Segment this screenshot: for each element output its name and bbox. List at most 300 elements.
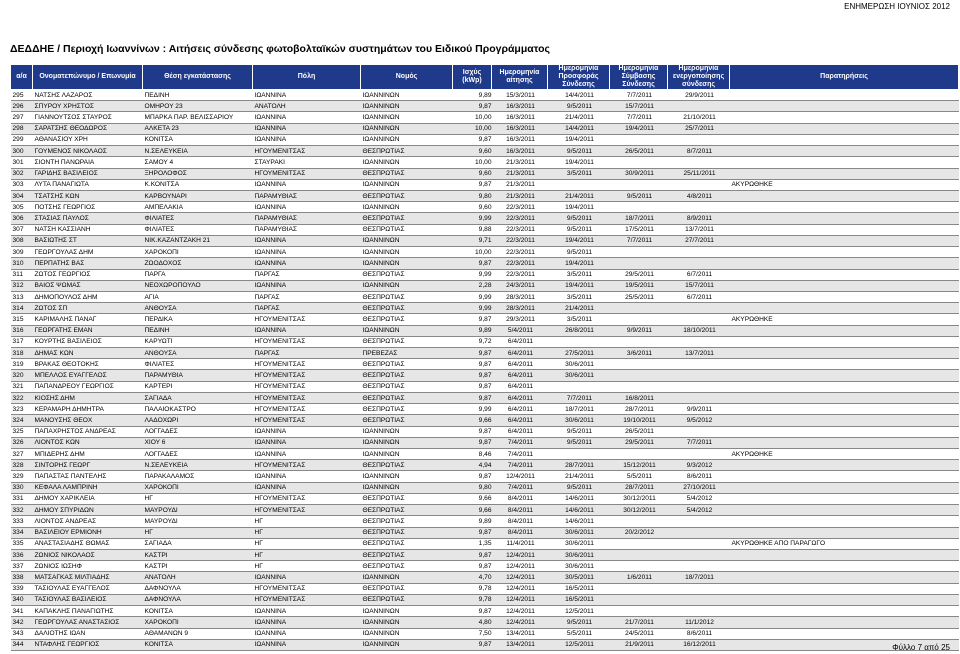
cell-col-location: ΣΑΓΙΑΔΑ <box>143 392 253 403</box>
cell-col-activation-date <box>668 606 730 617</box>
cell-col-city: ΠΑΡΓΑΣ <box>253 269 361 280</box>
cell-col-contract-date <box>610 303 668 314</box>
cell-col-location: ΑΘΑΜΑΝΩΝ 9 <box>143 628 253 639</box>
cell-col-power: 9,71 <box>453 235 492 246</box>
cell-col-aa: 312 <box>11 280 33 291</box>
cell-col-prefecture: ΘΕΣΠΡΩΤΙΑΣ <box>361 314 453 325</box>
cell-col-location: ΠΑΛΑΙΟΚΑΣΤΡΟ <box>143 404 253 415</box>
cell-col-application-date: 22/3/2011 <box>492 247 548 258</box>
cell-col-city: ΗΓΟΥΜΕΝΙΤΣΑΣ <box>253 583 361 594</box>
cell-col-prefecture: ΘΕΣΠΡΩΤΙΑΣ <box>361 415 453 426</box>
cell-col-contract-date <box>610 516 668 527</box>
cell-col-prefecture: ΙΩΑΝΝΙΝΩΝ <box>361 157 453 168</box>
cell-col-name: ΓΕΩΡΓΟΥΛΑΣ ΑΝΑΣΤΑΣΙΟΣ <box>33 617 143 628</box>
cell-col-prefecture: ΘΕΣΠΡΩΤΙΑΣ <box>361 303 453 314</box>
cell-col-contract-date <box>610 549 668 560</box>
cell-col-application-date: 12/4/2011 <box>492 572 548 583</box>
cell-col-offer-date: 27/5/2011 <box>548 348 610 359</box>
cell-col-location: ΚΟΝΙΤΣΑ <box>143 134 253 145</box>
cell-col-power: 9,87 <box>453 527 492 538</box>
cell-col-power: 9,87 <box>453 370 492 381</box>
cell-col-activation-date <box>668 549 730 560</box>
cell-col-prefecture: ΙΩΑΝΝΙΝΩΝ <box>361 449 453 460</box>
cell-col-remarks <box>730 617 959 628</box>
cell-col-name: ΔΗΜΑΣ ΚΩΝ <box>33 348 143 359</box>
cell-col-remarks <box>730 370 959 381</box>
cell-col-prefecture: ΘΕΣΠΡΩΤΙΑΣ <box>361 291 453 302</box>
table-row <box>11 404 959 415</box>
cell-col-offer-date <box>548 449 610 460</box>
cell-col-application-date: 13/4/2011 <box>492 628 548 639</box>
cell-col-power: 7,50 <box>453 628 492 639</box>
cell-col-prefecture: ΘΕΣΠΡΩΤΙΑΣ <box>361 224 453 235</box>
cell-col-application-date: 6/4/2011 <box>492 370 548 381</box>
cell-col-city: ΙΩΑΝΝΙΝΑ <box>253 112 361 123</box>
cell-col-application-date: 6/4/2011 <box>492 404 548 415</box>
cell-col-aa: 316 <box>11 325 33 336</box>
cell-col-city: ΙΩΑΝΝΙΝΑ <box>253 617 361 628</box>
table-row <box>11 561 959 572</box>
cell-col-location: ΧΑΡΟΚΟΠΙ <box>143 617 253 628</box>
cell-col-prefecture: ΙΩΑΝΝΙΝΩΝ <box>361 112 453 123</box>
cell-col-name: ΠΑΠΑΧΡΗΣΤΟΣ ΑΝΔΡΕΑΣ <box>33 426 143 437</box>
cell-col-application-date: 16/3/2011 <box>492 123 548 134</box>
table-row <box>11 336 959 347</box>
cell-col-power: 9,66 <box>453 493 492 504</box>
cell-col-aa: 308 <box>11 235 33 246</box>
cell-col-application-date: 6/4/2011 <box>492 392 548 403</box>
cell-col-power: 10,00 <box>453 112 492 123</box>
table-row <box>11 471 959 482</box>
cell-col-offer-date: 9/5/2011 <box>548 101 610 112</box>
cell-col-name: ΓΑΡΙΔΗΣ ΒΑΣΙΛΕΙΟΣ <box>33 168 143 179</box>
cell-col-application-date: 15/3/2011 <box>492 90 548 101</box>
cell-col-activation-date: 27/10/2011 <box>668 482 730 493</box>
cell-col-offer-date: 21/4/2011 <box>548 303 610 314</box>
cell-col-prefecture: ΙΩΑΝΝΙΝΩΝ <box>361 258 453 269</box>
cell-col-power: 9,99 <box>453 303 492 314</box>
cell-col-power: 9,88 <box>453 224 492 235</box>
cell-col-application-date: 22/3/2011 <box>492 224 548 235</box>
cell-col-aa: 305 <box>11 202 33 213</box>
cell-col-application-date: 7/4/2011 <box>492 449 548 460</box>
cell-col-name: ΖΩΤΟΣ ΣΠ <box>33 303 143 314</box>
cell-col-city: ΗΓΟΥΜΕΝΙΤΣΑΣ <box>253 168 361 179</box>
cell-col-power: 4,80 <box>453 617 492 628</box>
cell-col-remarks <box>730 235 959 246</box>
cell-col-power: 9,72 <box>453 336 492 347</box>
table-row <box>11 415 959 426</box>
cell-col-power: 9,87 <box>453 314 492 325</box>
table-row <box>11 146 959 157</box>
cell-col-power: 9,66 <box>453 415 492 426</box>
cell-col-name: ΣΤΑΣΙΑΣ ΠΑΥΛΟΣ <box>33 213 143 224</box>
cell-col-contract-date <box>610 157 668 168</box>
cell-col-aa: 296 <box>11 101 33 112</box>
cell-col-application-date: 22/3/2011 <box>492 213 548 224</box>
cell-col-activation-date: 4/8/2011 <box>668 190 730 201</box>
cell-col-contract-date <box>610 359 668 370</box>
cell-col-location: ΚΟΝΙΤΣΑ <box>143 606 253 617</box>
table-header <box>11 65 959 90</box>
cell-col-contract-date: 5/5/2011 <box>610 471 668 482</box>
cell-col-application-date: 24/3/2011 <box>492 280 548 291</box>
cell-col-power: 10,00 <box>453 157 492 168</box>
cell-col-prefecture: ΙΩΑΝΝΙΝΩΝ <box>361 426 453 437</box>
cell-col-location: ΦΙΛΙΑΤΕΣ <box>143 359 253 370</box>
update-note: ΕΝΗΜΕΡΩΣΗ ΙΟΥΝΙΟΣ 2012 <box>844 2 950 11</box>
cell-col-remarks <box>730 325 959 336</box>
cell-col-name: ΣΙΟΝΤΗ ΠΑΝΩΡΑΙΑ <box>33 157 143 168</box>
cell-col-location: ΚΑΡΒΟΥΝΑΡΙ <box>143 190 253 201</box>
cell-col-activation-date: 13/7/2011 <box>668 348 730 359</box>
cell-col-name: ΝΑΤΣΗ ΚΑΣΣΙΑΝΗ <box>33 224 143 235</box>
table-row <box>11 303 959 314</box>
cell-col-remarks <box>730 291 959 302</box>
cell-col-contract-date: 29/5/2011 <box>610 269 668 280</box>
cell-col-activation-date: 9/5/2012 <box>668 415 730 426</box>
cell-col-aa: 335 <box>11 538 33 549</box>
cell-col-name: ΣΠΥΡΟΥ ΧΡΗΣΤΟΣ <box>33 101 143 112</box>
cell-col-offer-date: 16/5/2011 <box>548 594 610 605</box>
cell-col-name: ΜΑΝΟΥΣΗΣ ΘΕΟΧ <box>33 415 143 426</box>
cell-col-city: ΗΓΟΥΜΕΝΙΤΣΑΣ <box>253 505 361 516</box>
cell-col-application-date: 7/4/2011 <box>492 460 548 471</box>
cell-col-location: ΚΑΣΤΡΙ <box>143 561 253 572</box>
cell-col-remarks <box>730 303 959 314</box>
cell-col-location: ΑΜΠΕΛΑΚΙΑ <box>143 202 253 213</box>
cell-col-contract-date <box>610 449 668 460</box>
cell-col-aa: 341 <box>11 606 33 617</box>
cell-col-application-date: 22/3/2011 <box>492 269 548 280</box>
cell-col-offer-date: 9/5/2011 <box>548 617 610 628</box>
cell-col-name: ΖΩΤΟΣ ΓΕΩΡΓΙΟΣ <box>33 269 143 280</box>
cell-col-location: ΠΑΡΑΚΑΛΑΜΟΣ <box>143 471 253 482</box>
cell-col-application-date: 13/4/2011 <box>492 639 548 650</box>
cell-col-location: ΖΩΟΔΟΧΟΣ <box>143 258 253 269</box>
cell-col-remarks <box>730 146 959 157</box>
cell-col-aa: 315 <box>11 314 33 325</box>
cell-col-activation-date: 25/7/2011 <box>668 123 730 134</box>
cell-col-location: ΑΝΑΤΟΛΗ <box>143 572 253 583</box>
cell-col-offer-date: 16/5/2011 <box>548 583 610 594</box>
cell-col-activation-date: 5/4/2012 <box>668 505 730 516</box>
cell-col-name: ΚΕΦΑΛΑ ΛΑΜΠΡΙΝΗ <box>33 482 143 493</box>
cell-col-contract-date: 30/12/2011 <box>610 505 668 516</box>
cell-col-activation-date <box>668 359 730 370</box>
cell-col-contract-date: 1/6/2011 <box>610 572 668 583</box>
cell-col-activation-date <box>668 247 730 258</box>
cell-col-aa: 343 <box>11 628 33 639</box>
cell-col-activation-date <box>668 101 730 112</box>
cell-col-city: ΗΓΟΥΜΕΝΙΤΣΑΣ <box>253 370 361 381</box>
cell-col-contract-date <box>610 583 668 594</box>
cell-col-remarks: ΑΚΥΡΩΘΗΚΕ ΑΠΟ ΠΑΡΑΓΩΓΟ <box>730 538 959 549</box>
cell-col-prefecture: ΘΕΣΠΡΩΤΙΑΣ <box>361 146 453 157</box>
cell-col-application-date: 6/4/2011 <box>492 381 548 392</box>
cell-col-prefecture: ΙΩΑΝΝΙΝΩΝ <box>361 606 453 617</box>
cell-col-power: 9,89 <box>453 90 492 101</box>
cell-col-remarks <box>730 471 959 482</box>
cell-col-activation-date <box>668 594 730 605</box>
cell-col-offer-date: 30/6/2011 <box>548 527 610 538</box>
cell-col-contract-date: 30/12/2011 <box>610 493 668 504</box>
cell-col-aa: 325 <box>11 426 33 437</box>
cell-col-prefecture: ΘΕΣΠΡΩΤΙΑΣ <box>361 370 453 381</box>
cell-col-location: ΣΑΜΟΥ 4 <box>143 157 253 168</box>
table-row <box>11 235 959 246</box>
cell-col-contract-date: 19/5/2011 <box>610 280 668 291</box>
cell-col-location: ΚΑΡΥΩΤΙ <box>143 336 253 347</box>
cell-col-activation-date: 29/9/2011 <box>668 90 730 101</box>
cell-col-activation-date <box>668 370 730 381</box>
table-row <box>11 213 959 224</box>
cell-col-aa: 310 <box>11 258 33 269</box>
cell-col-name: ΓΕΩΡΓΑΤΗΣ ΕΜΑΝ <box>33 325 143 336</box>
cell-col-prefecture: ΙΩΑΝΝΙΝΩΝ <box>361 572 453 583</box>
cell-col-aa: 337 <box>11 561 33 572</box>
cell-col-power: 9,87 <box>453 359 492 370</box>
cell-col-location: ΛΟΓΓΑΔΕΣ <box>143 449 253 460</box>
table-row <box>11 258 959 269</box>
cell-col-power: 9,66 <box>453 505 492 516</box>
cell-col-prefecture: ΙΩΑΝΝΙΝΩΝ <box>361 471 453 482</box>
header-col-contract-date: Ημερομηνία Σύμβασης Σύνδεσης <box>610 65 668 90</box>
cell-col-city: ΑΝΑΤΟΛΗ <box>253 101 361 112</box>
cell-col-remarks <box>730 123 959 134</box>
cell-col-name: ΛΙΟΝΤΟΣ ΚΩΝ <box>33 437 143 448</box>
cell-col-remarks <box>730 628 959 639</box>
cell-col-activation-date: 25/11/2011 <box>668 168 730 179</box>
table-row <box>11 112 959 123</box>
cell-col-power: 9,80 <box>453 482 492 493</box>
cell-col-remarks <box>730 572 959 583</box>
cell-col-city: ΙΩΑΝΝΙΝΑ <box>253 572 361 583</box>
table-row <box>11 134 959 145</box>
cell-col-power: 2,28 <box>453 280 492 291</box>
cell-col-aa: 322 <box>11 392 33 403</box>
cell-col-application-date: 16/3/2011 <box>492 112 548 123</box>
cell-col-aa: 342 <box>11 617 33 628</box>
cell-col-city: ΠΑΡΓΑΣ <box>253 348 361 359</box>
table-row <box>11 594 959 605</box>
table-row <box>11 202 959 213</box>
cell-col-name: ΜΠΙΔΕΡΗΣ ΔΗΜ <box>33 449 143 460</box>
cell-col-application-date: 28/3/2011 <box>492 303 548 314</box>
cell-col-city: ΗΓ <box>253 538 361 549</box>
cell-col-aa: 324 <box>11 415 33 426</box>
cell-col-offer-date: 19/4/2011 <box>548 202 610 213</box>
cell-col-power: 9,80 <box>453 190 492 201</box>
cell-col-activation-date <box>668 561 730 572</box>
cell-col-contract-date: 21/7/2011 <box>610 617 668 628</box>
cell-col-activation-date: 8/9/2011 <box>668 213 730 224</box>
table-row <box>11 538 959 549</box>
cell-col-power: 9,87 <box>453 101 492 112</box>
cell-col-city: ΠΑΡΓΑΣ <box>253 291 361 302</box>
cell-col-city: ΗΓΟΥΜΕΝΙΤΣΑΣ <box>253 381 361 392</box>
cell-col-aa: 319 <box>11 359 33 370</box>
cell-col-offer-date <box>548 179 610 190</box>
cell-col-contract-date: 7/7/2011 <box>610 235 668 246</box>
cell-col-contract-date <box>610 314 668 325</box>
cell-col-activation-date <box>668 527 730 538</box>
cell-col-location: ΠΕΔΙΝΗ <box>143 325 253 336</box>
cell-col-location: ΧΙΟΥ 6 <box>143 437 253 448</box>
cell-col-offer-date: 3/5/2011 <box>548 314 610 325</box>
cell-col-application-date: 6/4/2011 <box>492 359 548 370</box>
cell-col-application-date: 22/3/2011 <box>492 258 548 269</box>
header-col-city: Πόλη <box>253 65 361 90</box>
table-row <box>11 291 959 302</box>
cell-col-aa: 299 <box>11 134 33 145</box>
cell-col-prefecture: ΘΕΣΠΡΩΤΙΑΣ <box>361 336 453 347</box>
cell-col-activation-date: 15/7/2011 <box>668 280 730 291</box>
table-row <box>11 493 959 504</box>
table-row <box>11 123 959 134</box>
cell-col-prefecture: ΙΩΑΝΝΙΝΩΝ <box>361 202 453 213</box>
cell-col-power: 9,87 <box>453 437 492 448</box>
table-row <box>11 437 959 448</box>
cell-col-power: 9,87 <box>453 471 492 482</box>
cell-col-contract-date: 9/9/2011 <box>610 325 668 336</box>
cell-col-city: ΙΩΑΝΝΙΝΑ <box>253 449 361 460</box>
cell-col-aa: 326 <box>11 437 33 448</box>
cell-col-contract-date <box>610 247 668 258</box>
cell-col-city: ΗΓ <box>253 516 361 527</box>
table-row <box>11 359 959 370</box>
cell-col-prefecture: ΙΩΑΝΝΙΝΩΝ <box>361 628 453 639</box>
cell-col-offer-date: 7/7/2011 <box>548 392 610 403</box>
cell-col-contract-date: 28/7/2011 <box>610 482 668 493</box>
table-row <box>11 549 959 560</box>
cell-col-offer-date: 21/4/2011 <box>548 112 610 123</box>
cell-col-city: ΗΓ <box>253 561 361 572</box>
cell-col-remarks <box>730 561 959 572</box>
cell-col-remarks <box>730 437 959 448</box>
table-row <box>11 628 959 639</box>
cell-col-activation-date <box>668 583 730 594</box>
cell-col-aa: 311 <box>11 269 33 280</box>
header-col-aa: α/α <box>11 65 33 90</box>
cell-col-application-date: 6/4/2011 <box>492 348 548 359</box>
cell-col-name: ΠΑΠΑΣΤΑΣ ΠΑΝΤΕΛΗΣ <box>33 471 143 482</box>
cell-col-aa: 338 <box>11 572 33 583</box>
cell-col-prefecture: ΘΕΣΠΡΩΤΙΑΣ <box>361 213 453 224</box>
cell-col-name: ΑΝΑΣΤΑΣΙΑΔΗΣ ΘΩΜΑΣ <box>33 538 143 549</box>
cell-col-remarks <box>730 90 959 101</box>
cell-col-power: 9,60 <box>453 168 492 179</box>
cell-col-application-date: 12/4/2011 <box>492 549 548 560</box>
cell-col-name: ΤΑΣΙΟΥΛΑΣ ΕΥΑΓΓΕΛΟΣ <box>33 583 143 594</box>
cell-col-remarks <box>730 381 959 392</box>
table-row <box>11 247 959 258</box>
cell-col-city: ΙΩΑΝΝΙΝΑ <box>253 639 361 650</box>
cell-col-location: ΛΑΔΟΧΩΡΙ <box>143 415 253 426</box>
cell-col-name: ΒΑΣΙΩΤΗΣ ΣΤ <box>33 235 143 246</box>
cell-col-offer-date: 14/6/2011 <box>548 505 610 516</box>
cell-col-prefecture: ΘΕΣΠΡΩΤΙΑΣ <box>361 505 453 516</box>
cell-col-activation-date: 21/10/2011 <box>668 112 730 123</box>
cell-col-offer-date: 3/5/2011 <box>548 269 610 280</box>
cell-col-application-date: 8/4/2011 <box>492 493 548 504</box>
cell-col-name: ΚΑΡΙΜΑΛΗΣ ΠΑΝΑΓ <box>33 314 143 325</box>
table-row <box>11 572 959 583</box>
cell-col-contract-date: 15/7/2011 <box>610 101 668 112</box>
cell-col-power: 9,60 <box>453 202 492 213</box>
cell-col-prefecture: ΙΩΑΝΝΙΝΩΝ <box>361 134 453 145</box>
cell-col-location: ΑΝΘΟΥΣΑ <box>143 303 253 314</box>
cell-col-contract-date: 25/5/2011 <box>610 291 668 302</box>
cell-col-city: ΠΑΡΑΜΥΘΙΑΣ <box>253 190 361 201</box>
cell-col-power: 10,00 <box>453 247 492 258</box>
cell-col-activation-date <box>668 538 730 549</box>
cell-col-activation-date: 16/12/2011 <box>668 639 730 650</box>
cell-col-aa: 323 <box>11 404 33 415</box>
cell-col-offer-date: 18/7/2011 <box>548 404 610 415</box>
cell-col-power: 9,89 <box>453 325 492 336</box>
cell-col-prefecture: ΘΕΣΠΡΩΤΙΑΣ <box>361 190 453 201</box>
cell-col-activation-date <box>668 516 730 527</box>
cell-col-remarks <box>730 336 959 347</box>
cell-col-remarks <box>730 606 959 617</box>
cell-col-offer-date: 30/6/2011 <box>548 370 610 381</box>
cell-col-city: ΗΓΟΥΜΕΝΙΤΣΑΣ <box>253 146 361 157</box>
cell-col-offer-date: 9/5/2011 <box>548 426 610 437</box>
cell-col-remarks <box>730 415 959 426</box>
cell-col-remarks <box>730 516 959 527</box>
table-row <box>11 179 959 190</box>
cell-col-name: ΔΗΜΟΥ ΧΑΡΙΚΛΕΙΑ <box>33 493 143 504</box>
cell-col-city: ΙΩΑΝΝΙΝΑ <box>253 426 361 437</box>
cell-col-prefecture: ΙΩΑΝΝΙΝΩΝ <box>361 325 453 336</box>
cell-col-name: ΠΟΤΣΗΣ ΓΕΩΡΓΙΟΣ <box>33 202 143 213</box>
cell-col-application-date: 12/4/2011 <box>492 594 548 605</box>
cell-col-aa: 332 <box>11 505 33 516</box>
cell-col-location: ΚΑΣΤΡΙ <box>143 549 253 560</box>
cell-col-power: 9,99 <box>453 269 492 280</box>
cell-col-power: 9,87 <box>453 134 492 145</box>
cell-col-offer-date: 19/4/2011 <box>548 134 610 145</box>
cell-col-name: ΠΑΠΑΝΔΡΕΟΥ ΓΕΩΡΓΙΟΣ <box>33 381 143 392</box>
cell-col-location: ΠΑΡΓΑ <box>143 269 253 280</box>
cell-col-application-date: 7/4/2011 <box>492 482 548 493</box>
cell-col-remarks <box>730 482 959 493</box>
cell-col-remarks <box>730 247 959 258</box>
cell-col-prefecture: ΘΕΣΠΡΩΤΙΑΣ <box>361 460 453 471</box>
cell-col-name: ΣΑΡΑΤΣΗΣ ΘΕΟΔΩΡΟΣ <box>33 123 143 134</box>
cell-col-contract-date: 20/2/2012 <box>610 527 668 538</box>
cell-col-offer-date: 9/5/2011 <box>548 224 610 235</box>
cell-col-location: ΛΟΓΓΑΔΕΣ <box>143 426 253 437</box>
cell-col-power: 9,60 <box>453 146 492 157</box>
cell-col-prefecture: ΙΩΑΝΝΙΝΩΝ <box>361 482 453 493</box>
cell-col-remarks <box>730 224 959 235</box>
cell-col-offer-date <box>548 336 610 347</box>
cell-col-prefecture: ΠΡΕΒΕΖΑΣ <box>361 348 453 359</box>
cell-col-contract-date: 17/5/2011 <box>610 224 668 235</box>
cell-col-contract-date: 24/5/2011 <box>610 628 668 639</box>
cell-col-application-date: 16/3/2011 <box>492 146 548 157</box>
cell-col-city: ΙΩΑΝΝΙΝΑ <box>253 280 361 291</box>
cell-col-city: ΗΓ <box>253 549 361 560</box>
cell-col-power: 9,99 <box>453 291 492 302</box>
cell-col-city: ΗΓΟΥΜΕΝΙΤΣΑΣ <box>253 594 361 605</box>
cell-col-remarks <box>730 280 959 291</box>
cell-col-city: ΙΩΑΝΝΙΝΑ <box>253 606 361 617</box>
cell-col-city: ΗΓΟΥΜΕΝΙΤΣΑΣ <box>253 392 361 403</box>
cell-col-location: ΔΑΦΝΟΥΛΑ <box>143 583 253 594</box>
